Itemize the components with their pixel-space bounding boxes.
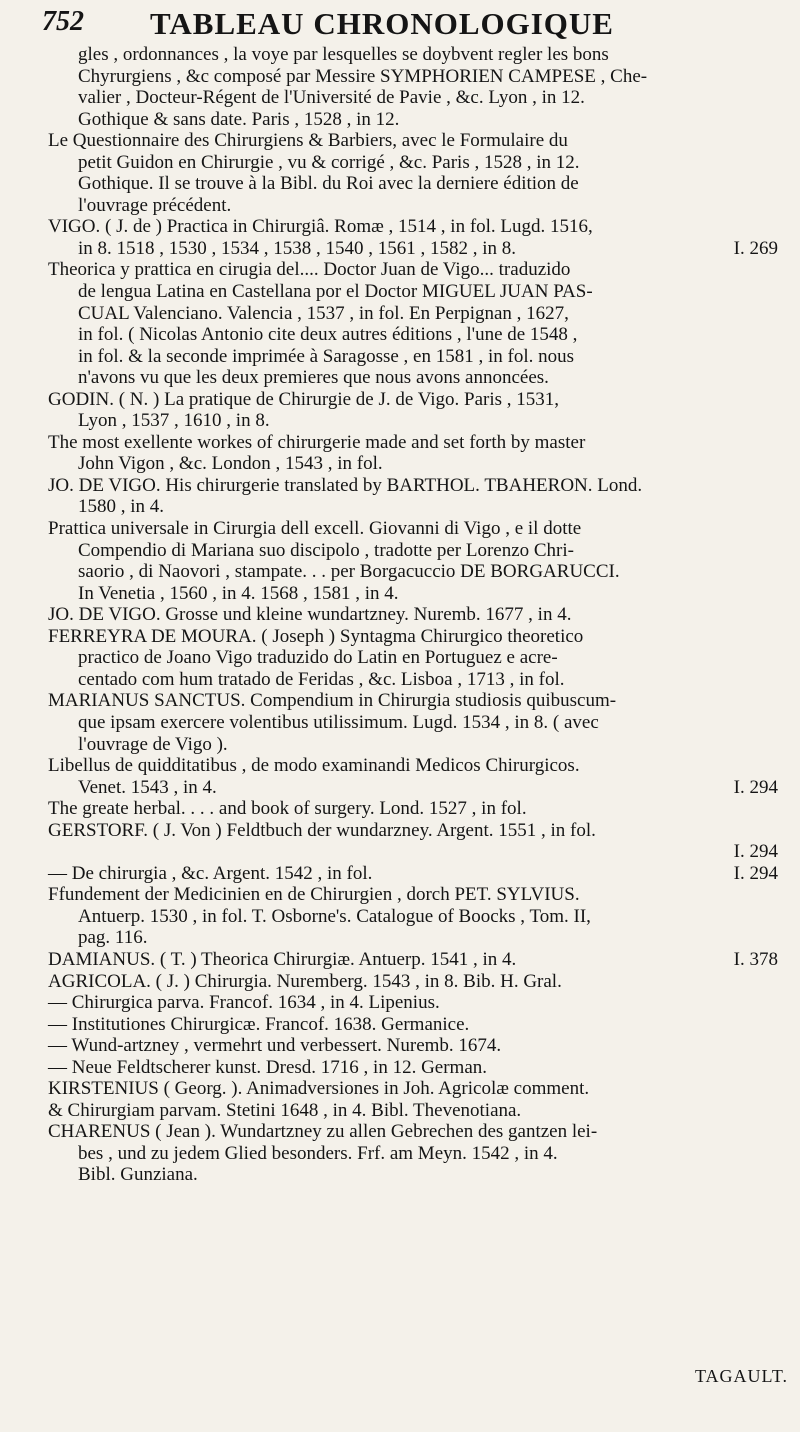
volume-reference: I. 269 [733,237,778,259]
text-line [48,453,778,475]
line-text: Libellus de quidditatibus , de modo examinandi Medicos Chirurgicos. [48,755,580,777]
text-line [48,583,778,605]
line-text: VIGO. ( J. de ) Practica in Chirurgiâ. Romæ , 1514 , in fol. Lugd. 1516, [48,216,593,238]
line-text: — Institutiones Chirurgicæ. Francof. 1638. Germanice. [48,1013,470,1035]
line-text: Compendio di Mariana suo discipolo , tradotte per Lorenzo Chri- [78,539,574,561]
text-line [48,324,778,346]
text-line [48,1035,778,1057]
text-line [48,798,778,820]
text-line [48,496,778,518]
text-line [48,971,778,993]
line-text: FERREYRA DE MOURA. ( Joseph ) Syntagma Chirurgico theoretico [48,625,584,647]
text-line [48,734,778,756]
line-text: in 8. 1518 , 1530 , 1534 , 1538 , 1540 , 1561 , 1582 , in 8. [78,237,517,259]
text-line [48,712,778,734]
line-text: que ipsam exercere volentibus utilissimum. Lugd. 1534 , in 8. ( avec [78,711,599,733]
bibliography-text [48,44,778,1186]
text-line [48,173,778,195]
text-line [48,927,778,949]
line-text: AGRICOLA. ( J. ) Chirurgia. Nuremberg. 1543 , in 8. Bib. H. Gral. [48,970,562,992]
text-line [48,992,778,1014]
text-line [48,884,778,906]
text-line [48,1100,778,1122]
line-text: Gothique. Il se trouve à la Bibl. du Roi avec la derniere édition de [78,173,579,195]
text-line [48,647,778,669]
line-text: — Neue Feldtscherer kunst. Dresd. 1716 , in 12. German. [48,1056,488,1078]
line-text: The most exellente workes of chirurgerie made and set forth by master [48,431,586,453]
volume-reference: I. 294 [733,841,778,863]
text-line [48,195,778,217]
line-text: l'ouvrage précédent. [78,194,232,216]
line-text: — De chirurgia , &c. Argent. 1542 , in fol. [48,862,373,884]
text-line [48,130,778,152]
text-line [48,367,778,389]
text-line [48,949,778,971]
line-text: 1580 , in 4. [78,496,165,518]
page-number: 752 [42,6,84,37]
line-text: gles , ordonnances , la voye par lesquelles se doybvent regler les bons [78,44,609,65]
line-text: in fol. & la seconde imprimée à Saragosse , en 1581 , in fol. nous [78,345,575,367]
text-line [48,820,778,842]
text-line [48,432,778,454]
line-text: Lyon , 1537 , 1610 , in 8. [78,410,270,432]
line-text: Venet. 1543 , in 4. [78,776,217,798]
text-line [48,863,778,885]
text-line [48,1121,778,1143]
line-text: MARIANUS SANCTUS. Compendium in Chirurgia studiosis quibuscum- [48,690,617,712]
line-text: Theorica y prattica en cirugia del.... Doctor Juan de Vigo... traduzido [48,259,571,281]
text-line [48,303,778,325]
line-text: In Venetia , 1560 , in 4. 1568 , 1581 , in 4. [78,582,399,604]
text-line [48,281,778,303]
text-line [48,238,778,260]
line-text: CHARENUS ( Jean ). Wundartzney zu allen Gebrechen des gantzen lei- [48,1121,598,1143]
text-line [48,475,778,497]
line-text: de lengua Latina en Castellana por el Doctor MIGUEL JUAN PAS- [78,281,593,303]
line-text: KIRSTENIUS ( Georg. ). Animadversiones in Joh. Agricolæ comment. [48,1078,590,1100]
line-text: practico de Joano Vigo traduzido do Latin en Portuguez e acre- [78,647,558,669]
line-text: JO. DE VIGO. His chirurgerie translated by BARTHOL. TBAHERON. Lond. [48,474,643,496]
text-line [48,259,778,281]
text-line [48,1014,778,1036]
line-text: petit Guidon en Chirurgie , vu & corrigé , &c. Paris , 1528 , in 12. [78,151,580,173]
line-text: Le Questionnaire des Chirurgiens & Barbiers, avec le Formulaire du [48,130,568,152]
volume-reference: I. 294 [733,862,778,884]
text-line [48,690,778,712]
volume-reference: I. 378 [733,948,778,970]
text-line [48,1078,778,1100]
line-text: — Wund-artzney , vermehrt und verbessert. Nuremb. 1674. [48,1035,502,1057]
text-line [48,346,778,368]
line-text: valier , Docteur-Régent de l'Université de Pavie , &c. Lyon , in 12. [78,87,585,109]
line-text: n'avons vu que les deux premieres que nous avons annoncées. [78,367,549,389]
running-title: TABLEAU CHRONOLOGIQUE [150,6,614,41]
line-text: Gothique & sans date. Paris , 1528 , in 12. [78,108,400,130]
text-line [48,841,778,863]
text-line [48,1143,778,1165]
line-text: GODIN. ( N. ) La pratique de Chirurgie de J. de Vigo. Paris , 1531, [48,388,560,410]
line-text: Prattica universale in Cirurgia dell excell. Giovanni di Vigo , e il dotte [48,518,582,540]
line-text: saorio , di Naovori , stampate. . . per Borgacuccio DE BORGARUCCI. [78,561,620,583]
line-text: & Chirurgiam parvam. Stetini 1648 , in 4. Bibl. Thevenotiana. [48,1099,522,1121]
line-text: DAMIANUS. ( T. ) Theorica Chirurgiæ. Antuerp. 1541 , in 4. [48,948,517,970]
line-text: The greate herbal. . . . and book of surgery. Lond. 1527 , in fol. [48,798,527,820]
text-line [48,66,778,88]
text-line [48,518,778,540]
line-text: GERSTORF. ( J. Von ) Feldtbuch der wundarzney. Argent. 1551 , in fol. [48,819,596,841]
text-line [48,906,778,928]
line-text: John Vigon , &c. London , 1543 , in fol. [78,453,383,475]
text-line [48,216,778,238]
line-text: centado com hum tratado de Feridas , &c. Lisboa , 1713 , in fol. [78,668,565,690]
text-line [48,1057,778,1079]
line-text: pag. 116. [78,927,148,949]
volume-reference: I. 294 [733,776,778,798]
line-text: Bibl. Gunziana. [78,1164,198,1186]
line-text: CUAL Valenciano. Valencia , 1537 , in fol. En Perpignan , 1627, [78,302,569,324]
page-header [28,6,788,44]
line-text: in fol. ( Nicolas Antonio cite deux autres éditions , l'une de 1548 , [78,324,578,346]
text-line [48,626,778,648]
line-text: Ffundement der Medicinien en de Chirurgien , dorch PET. SYLVIUS. [48,884,580,906]
text-line [48,604,778,626]
line-text: Chyrurgiens , &c composé par Messire SYMPHORIEN CAMPESE , Che- [78,65,648,87]
line-text: l'ouvrage de Vigo ). [78,733,228,755]
text-line [48,109,778,131]
text-line [48,777,778,799]
text-line [48,87,778,109]
line-text: JO. DE VIGO. Grosse und kleine wundartzney. Nuremb. 1677 , in 4. [48,604,572,626]
text-line [48,1164,778,1186]
text-line [48,410,778,432]
text-line [48,669,778,691]
text-line [48,561,778,583]
text-line [48,152,778,174]
text-line [48,389,778,411]
line-text: bes , und zu jedem Glied besonders. Frf. am Meyn. 1542 , in 4. [78,1142,558,1164]
text-line [48,540,778,562]
text-line [48,755,778,777]
line-text: — Chirurgica parva. Francof. 1634 , in 4. Lipenius. [48,992,440,1014]
catchword: TAGAULT. [694,1366,788,1386]
text-line [48,44,778,66]
line-text: Antuerp. 1530 , in fol. T. Osborne's. Catalogue of Boocks , Tom. II, [78,905,591,927]
